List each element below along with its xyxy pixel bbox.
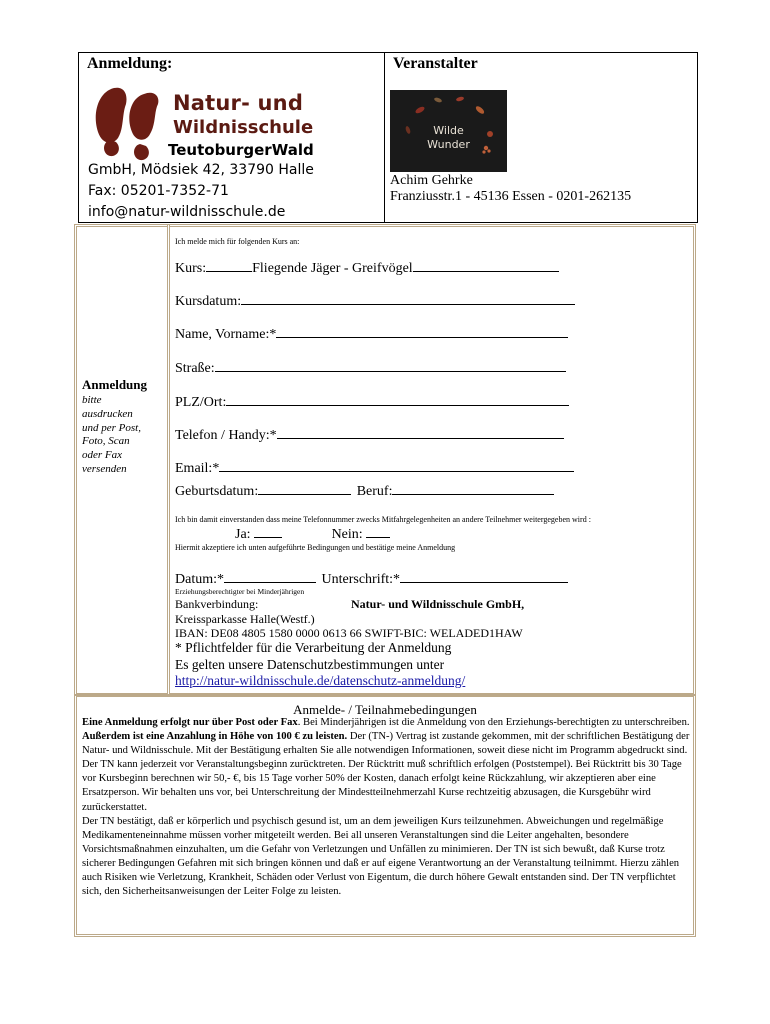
consent-text: Ich bin damit einverstanden dass meine Telefonnummer zwecks Mitfahrgelegenheiten an andere Teilnehmer weitergegeben wird : <box>175 515 591 524</box>
sidebar-instructions <box>82 394 141 477</box>
footprint-logo-icon <box>92 84 174 164</box>
logo-line-1: Natur- und <box>173 91 304 115</box>
sidebar-title: Anmeldung <box>82 377 148 392</box>
kursdatum-label: Kursdatum: <box>175 294 242 309</box>
kurs-value: Fliegende Jäger - Greifvögel <box>252 261 413 276</box>
kurs-label: Kurs: <box>175 261 207 276</box>
bank-label: Bankverbindung: <box>175 597 259 611</box>
logo-line-3: TeutoburgerWald <box>168 141 314 159</box>
conditions-paragraph: Der TN kann jederzeit vor Veranstaltungsbeginn zurücktreten. Der Rücktritt muß schriftlich erfolgen (Poststempel). Bei Rücktritt bis 30 Tage vor Kursbeginn berechnen wir 50,- €, bis 15 Tage vorher 50% der Kosten, danach erfolgt keine Rückzahlung, wir akzeptieren aber eine Ersatzperson. Wir behalten uns vor, bei Unterschreitung der Mindestteilnehmerzahl Kurse rechtzeitig abzusagen, die Kursgebühr wird zurückerstattet. <box>82 759 682 813</box>
organizer-name: Achim Gehrke <box>390 173 473 188</box>
datum-label: Datum:* <box>175 572 224 587</box>
form-intro: Ich melde mich für folgenden Kurs an: <box>175 237 300 246</box>
logo-line-2: Wildnisschule <box>173 117 314 138</box>
conditions-paragraph: Eine Anmeldung erfolgt nur über Post oder Fax. Bei Minderjährigen ist die Anmeldung von den Erziehungs-berechtigten zu unterschreiben. Außerdem ist eine Anzahlung in Höhe von 100 € zu leisten. Der (TN-) Vertrag ist zustande gekommen, mit der schriftlichen Bestätigung der Natur- und Wildnisschule. Mit der Bestätigung erhalten Sie alle notwendigen Informationen, soweit diese nicht im Programm abgedruckt sind. <box>82 717 690 757</box>
telefon-label: Telefon / Handy:* <box>175 428 277 443</box>
sidebar-line: oder Fax <box>82 449 123 462</box>
organizer-logo-line1: Wilde <box>433 124 464 137</box>
geburtsdatum-label: Geburtsdatum: <box>175 484 259 499</box>
conditions-paragraph: Der TN bestätigt, daß er körperlich und psychisch gesund ist, um an dem jeweiligen Kurs teilzunehmen. Abweichungen und regelmäßige Medikamenteneinnahme müssen vorher mitgeteilt werden. Bei all unseren Veranstaltungen sind die Leiter angehalten, besondere Vorsichtsmaßnahmen einzuhalten, um die Gefahr von Verletzungen und Unfällen zu minimieren. Der TN ist sich bewußt, daß Kurse trotz sicherer Bedingungen Gefahren mit sich bringen können und daß er auf eigene Verantwortung an der Veranstaltung teilnimmt. Hierzu zählen auch Risiken wie Verletzung, Krankheit, Schäden oder Verlust von Eigentum, die durch höhere Gewalt entstanden sind. Der TN verpflichtet sich, den Sicherheitsanweisungen der Leiter Folge zu leisten. <box>82 815 680 898</box>
nein-label: Nein: <box>331 527 363 542</box>
sidebar-line: Foto, Scan <box>82 435 130 448</box>
strasse-field[interactable] <box>175 359 566 377</box>
header-right-title: Veranstalter <box>393 55 478 72</box>
iban-text: IBAN: DE08 4805 1580 0000 0613 66 SWIFT-BIC: WELADED1HAW <box>175 626 523 640</box>
ja-label: Ja: <box>235 527 251 542</box>
kursdatum-field[interactable] <box>175 292 575 310</box>
plz-field[interactable] <box>175 393 569 411</box>
conditions-text <box>82 716 692 899</box>
bank-recipient: Natur- und Wildnisschule GmbH, <box>351 597 525 611</box>
sidebar-line: ausdrucken <box>82 407 133 420</box>
fax-text: Fax: 05201-7352-71 <box>88 183 229 199</box>
privacy-link[interactable]: http://natur-wildnisschule.de/datenschutz-anmeldung/ <box>175 673 466 688</box>
beruf-label: Beruf: <box>356 484 393 499</box>
organizer-logo <box>390 90 507 172</box>
bank-name: Kreissparkasse Halle(Westf.) <box>175 612 315 626</box>
geburtsdatum-field[interactable] <box>175 482 554 500</box>
nein-checkbox[interactable] <box>366 525 390 538</box>
signature-field[interactable] <box>175 570 568 588</box>
strasse-label: Straße: <box>175 361 215 376</box>
kurs-field[interactable] <box>175 259 559 277</box>
email-label: Email:* <box>175 461 220 476</box>
plz-label: PLZ/Ort: <box>175 395 227 410</box>
ja-checkbox[interactable] <box>254 525 282 538</box>
header-left-title: Anmeldung: <box>87 55 173 72</box>
email-field[interactable] <box>175 459 574 477</box>
organizer-address: Franziusstr.1 - 45136 Essen - 0201-262135 <box>390 189 632 204</box>
guardian-text: Erziehungsberechtigter bei Minderjährigen <box>175 587 305 596</box>
sidebar-line: bitte <box>82 394 102 406</box>
accept-text: Hiermit akzeptiere ich unten aufgeführte Bedingungen und bestätige meine Anmeldung <box>175 543 456 552</box>
address-text: GmbH, Mödsiek 42, 33790 Halle <box>88 162 314 178</box>
conditions-title: Anmelde- / Teilnahmebedingungen <box>293 702 477 717</box>
organizer-logo-line2: Wunder <box>427 138 470 151</box>
telefon-field[interactable] <box>175 426 564 444</box>
email-text: info@natur-wildnisschule.de <box>88 204 286 220</box>
name-label: Name, Vorname:* <box>175 327 277 342</box>
consent-options <box>235 525 390 543</box>
privacy-note: Es gelten unsere Datenschutzbestimmungen unter <box>175 657 445 672</box>
sidebar-line: versenden <box>82 462 127 475</box>
sidebar-line: und per Post, <box>82 421 141 434</box>
name-field[interactable] <box>175 325 568 343</box>
required-note: * Pflichtfelder für die Verarbeitung der Anmeldung <box>175 640 452 655</box>
unterschrift-label: Unterschrift:* <box>321 572 401 587</box>
